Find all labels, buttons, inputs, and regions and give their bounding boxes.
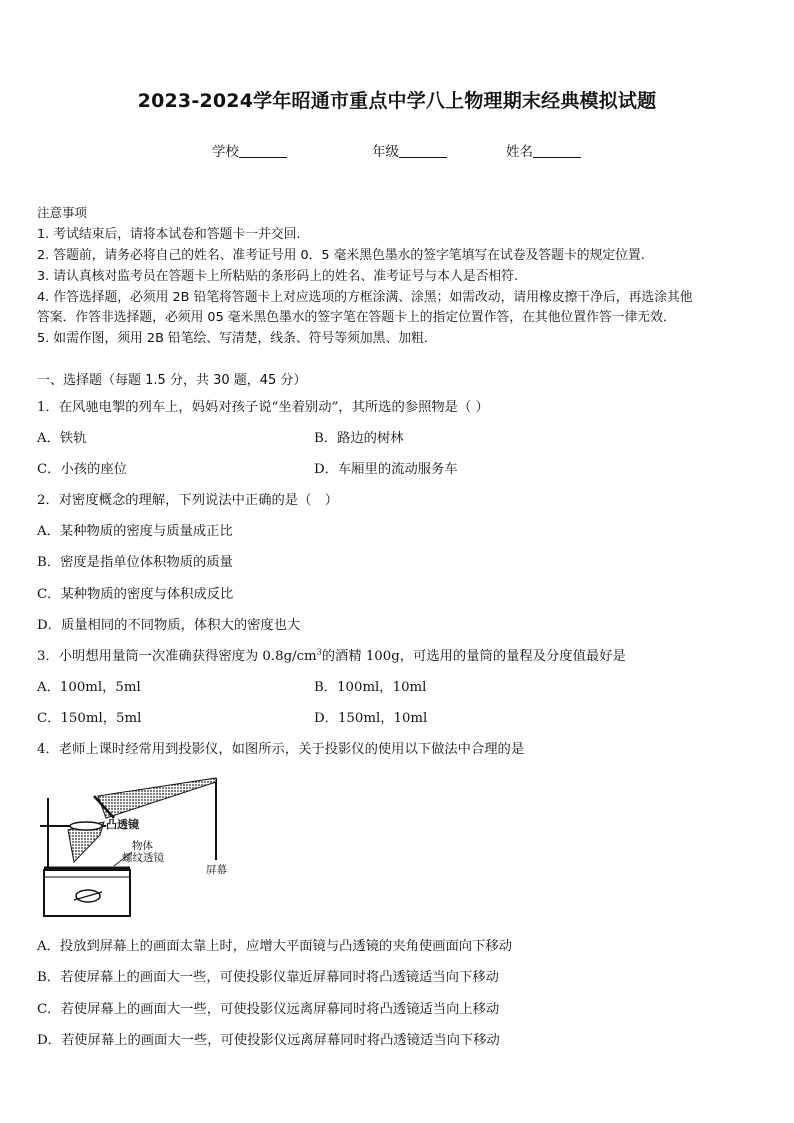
school-label: 学校	[212, 144, 239, 160]
projector-figure	[36, 760, 246, 922]
name-field	[506, 140, 581, 160]
notice-item: 3. 请认真核对监考员在答题卡上所粘贴的条形码上的姓名、准考证号与本人是否相符.	[37, 269, 519, 284]
screen-label: 屏幕	[206, 864, 227, 876]
q1-option-c: C．小孩的座位	[37, 462, 127, 477]
q3-stem-part1: 3．小明想用量筒一次准确获得密度为 0.8g/cm	[37, 649, 317, 664]
q3-option-a: A．100ml，5ml	[37, 680, 141, 695]
grade-blank	[399, 143, 447, 158]
school-field	[212, 140, 287, 160]
q2-option-d: D．质量相同的不同物质，体积大的密度也大	[37, 618, 301, 633]
q1-option-a: A．铁轨	[37, 431, 87, 446]
notice-item: 2. 答题前，请务必将自己的姓名、准考证号用 0．5 毫米黑色墨水的签字笔填写在试卷及答题卡的规定位置.	[37, 248, 645, 263]
projected-beam	[98, 778, 216, 818]
q3-option-b: B．100ml，10ml	[314, 680, 427, 695]
q3-stem-part2: 的酒精 100g，可选用的量筒的量程及分度值最好是	[321, 649, 626, 664]
name-label: 姓名	[506, 144, 533, 160]
q2-option-a: A．某种物质的密度与质量成正比	[37, 524, 233, 539]
q1-stem: 1．在风驰电掣的列车上，妈妈对孩子说“坐着别动”，其所选的参照物是（ ）	[37, 400, 489, 415]
object-label: 物体	[132, 840, 153, 852]
fresnel-lens-label: 螺纹透镜	[122, 852, 164, 864]
notice-heading: 注意事项	[37, 205, 88, 220]
q4-option-c: C．若使屏幕上的画面大一些，可使投影仪远离屏幕同时将凸透镜适当向上移动	[37, 1002, 500, 1017]
school-blank	[239, 143, 287, 158]
q4-stem: 4．老师上课时经常用到投影仪，如图所示，关于投影仪的使用以下做法中合理的是	[37, 742, 525, 757]
q2-option-c: C．某种物质的密度与体积成反比	[37, 587, 234, 602]
convex-lens-shape	[70, 822, 102, 830]
q3-stem	[37, 645, 626, 664]
notice-item: 5. 如需作图，须用 2B 铅笔绘、写清楚，线条、符号等须加黑、加粗．	[37, 331, 437, 346]
page-title: 2023-2024学年昭通市重点中学八上物理期末经典模拟试题	[137, 90, 657, 112]
q3-option-c: C．150ml，5ml	[37, 711, 142, 726]
q2-option-b: B．密度是指单位体积物质的质量	[37, 555, 233, 570]
q4-option-b: B．若使屏幕上的画面大一些，可使投影仪靠近屏幕同时将凸透镜适当向下移动	[37, 970, 499, 985]
q4-option-d: D．若使屏幕上的画面大一些，可使投影仪远离屏幕同时将凸透镜适当向下移动	[37, 1033, 500, 1048]
name-blank	[533, 143, 581, 158]
q1-option-d: D．车厢里的流动服务车	[314, 462, 458, 477]
grade-label: 年级	[372, 144, 399, 160]
convex-lens-label: 凸透镜	[106, 818, 139, 831]
section-heading: 一、选择题（每题 1.5 分，共 30 题，45 分）	[37, 373, 307, 388]
q3-option-d: D．150ml，10ml	[314, 711, 428, 726]
q3-stem-superscript: 3	[316, 647, 322, 657]
notice-item: 4. 作答选择题，必须用 2B 铅笔将答题卡上对应选项的方框涂满、涂黑；如需改动，请用橡皮擦干净后，再选涂其他	[37, 290, 693, 305]
q1-option-b: B．路边的树林	[314, 431, 404, 446]
notice-item: 答案．作答非选择题，必须用 05 毫米黑色墨水的签字笔在答题卡上的指定位置作答，在其他位置作答一律无效．	[37, 310, 676, 325]
q4-option-a: A．投放到屏幕上的画面太靠上时，应增大平面镜与凸透镜的夹角使画面向下移动	[37, 939, 512, 954]
grade-field	[372, 140, 447, 160]
q2-stem: 2．对密度概念的理解，下列说法中正确的是（ ）	[37, 493, 338, 508]
notice-item: 1. 考试结束后，请将本试卷和答题卡一并交回.	[37, 227, 301, 242]
